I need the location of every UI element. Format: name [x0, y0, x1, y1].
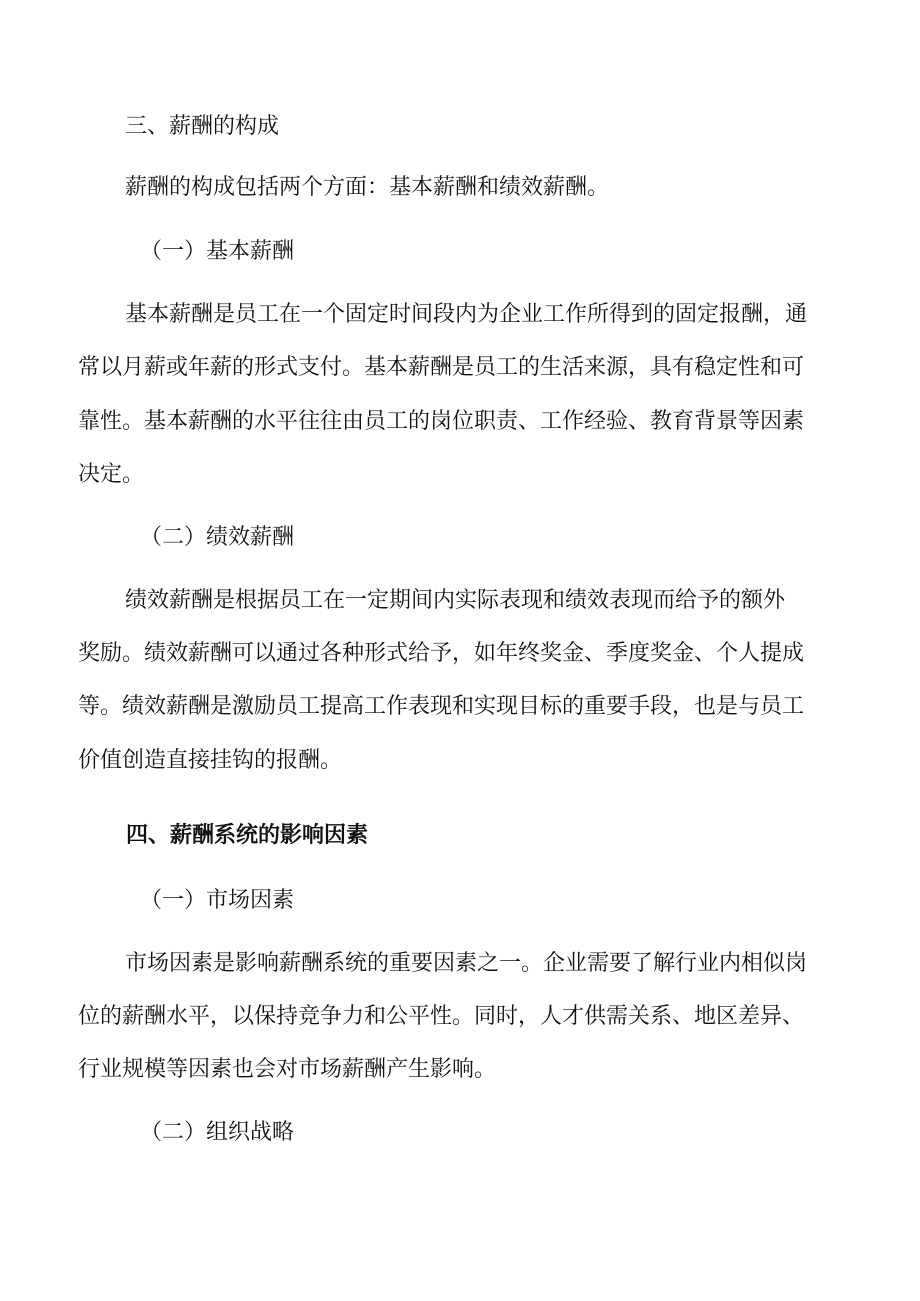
paragraph-line: 价值创造直接挂钩的报酬。	[78, 748, 343, 773]
paragraph-line: 市场因素是影响薪酬系统的重要因素之一。企业需要了解行业内相似岗	[125, 951, 808, 976]
paragraph-line: 绩效薪酬是根据员工在一定期间内实际表现和绩效表现而给予的额外	[125, 588, 786, 613]
subsection-heading: （一）基本薪酬	[140, 239, 295, 264]
paragraph-line: 等。绩效薪酬是激励员工提高工作表现和实现目标的重要手段，也是与员工	[78, 694, 805, 719]
paragraph-line: 常以月薪或年薪的形式支付。基本薪酬是员工的生活来源，具有稳定性和可	[78, 355, 805, 380]
subsection-heading: （二）绩效薪酬	[140, 525, 295, 550]
paragraph-line: 位的薪酬水平，以保持竞争力和公平性。同时，人才供需关系、地区差异、	[78, 1004, 805, 1029]
subsection-heading: （二）组织战略	[140, 1120, 295, 1145]
paragraph-line: 奖励。绩效薪酬可以通过各种形式给予，如年终奖金、季度奖金、个人提成	[78, 641, 805, 666]
paragraph-line: 基本薪酬是员工在一个固定时间段内为企业工作所得到的固定报酬，通	[125, 302, 808, 327]
paragraph-line: 行业规模等因素也会对市场薪酬产生影响。	[78, 1057, 497, 1082]
paragraph-line: 靠性。基本薪酬的水平往往由员工的岗位职责、工作经验、教育背景等因素	[78, 409, 805, 434]
section-heading: 四、薪酬系统的影响因素	[126, 822, 369, 848]
paragraph-line: 决定。	[78, 462, 145, 487]
paragraph-line: 薪酬的构成包括两个方面：基本薪酬和绩效薪酬。	[125, 175, 610, 200]
section-heading: 三、薪酬的构成	[125, 114, 280, 139]
subsection-heading: （一）市场因素	[140, 888, 295, 913]
